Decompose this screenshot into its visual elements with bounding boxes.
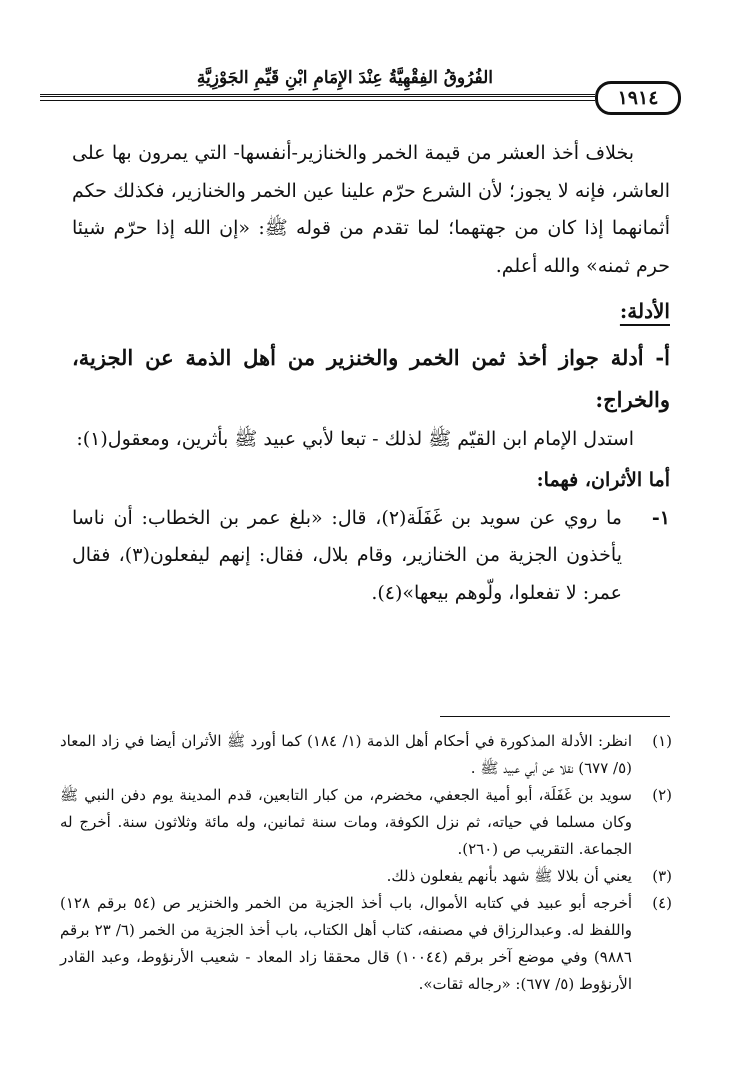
athar-heading: أما الأثران، فهما:: [536, 469, 670, 491]
list-item-number: ١-: [651, 506, 670, 529]
footnote: [60, 728, 672, 782]
paragraph: بخلاف أخذ العشر من قيمة الخمر والخنازير-أنفسها- التي يمرون بها على العاشر، فإنه لا يجوز؛ لأن الشرع حرّم علينا عين الخمر والخنازير، فكذلك حكم أثمانهما إذا كان من جهتهما؛ لما تقدم من قوله ﷺ: «إن الله إذا حرّم شيئا حرم ثمنه» والله أعلم.: [72, 142, 670, 277]
subheading: أ- أدلة جواز أخذ ثمن الخمر والخنزير من أهل الذمة عن الجزية، والخراج:: [72, 344, 670, 412]
footnotes: [60, 728, 672, 998]
footnote-number: (٣): [652, 867, 672, 885]
header-rule-thin: [40, 100, 595, 101]
header-rule: [40, 94, 595, 97]
footnote: [60, 890, 672, 998]
section-heading-label: الأدلة:: [619, 299, 670, 323]
footnote-number: (١): [652, 732, 672, 750]
list-item: [72, 500, 670, 613]
page-number: ١٩١٤: [595, 81, 681, 115]
footnote-text: سويد بن غَفَلَة، أبو أمية الجعفي، مخضرم، من كبار التابعين، قدم المدينة يوم دفن النبي ﷺ وكان مسلما في حياته، ثم نزل الكوفة، ومات سنة ثمانين، وله مائة وثلاثون سنة. أخرج له الجماعة. التقريب ص (٢٦٠).: [60, 786, 632, 858]
paragraph: استدل الإمام ابن القيّم ﷺ لذلك - تبعا لأبي عبيد ﷺ بأثرين، ومعقول(١):: [76, 427, 634, 450]
footnote-number: (٤): [652, 894, 672, 912]
footnote-separator: [440, 716, 670, 717]
book-title: الفُرُوقُ الفِقْهِيَّةُ عِنْدَ الإِمَامِ ابْنِ قَيِّمِ الجَوْزِيَّةِ: [196, 68, 493, 88]
footnote-text: انظر: الأدلة المذكورة في أحكام أهل الذمة (١/ ١٨٤) كما أورد ﷺ الأثران أيضا في زاد المعاد (٥/ ٦٧٧) نقلا عن أبي عبيد ﷺ .: [60, 732, 632, 777]
footnote-text: أخرجه أبو عبيد في كتابه الأموال، باب أخذ الجزية من الخمر والخنزير ص (٥٤ برقم ١٢٨) واللفظ له. وعبدالرزاق في مصنفه، كتاب أهل الكتاب، باب أخذ الجزية من الخمر (٦/ ٢٣ برقم ٩٨٨٦) وفي موضع آخر برقم (١٠٠٤٤) قال محققا زاد المعاد - شعيب الأرنؤوط، وعبد القادر الأرنؤوط (٥/ ٦٧٧): «رجاله ثقات».: [60, 894, 633, 993]
footnote: [60, 863, 672, 890]
section-heading: [72, 293, 670, 331]
footnote: [60, 782, 672, 863]
running-header: [40, 68, 668, 112]
footnote-text: يعني أن بلالا ﷺ شهد بأنهم يفعلون ذلك.: [386, 867, 632, 885]
list-item-text: ما روي عن سويد بن غَفَلَة(٢)، قال: «بلغ عمر بن الخطاب: أن ناسا يأخذون الجزية من الخنازير، وقام بلال، فقال: إنهم ليفعلون(٣)، فقال عمر: لا تفعلوا، ولّوهم بيعها»(٤).: [72, 506, 622, 604]
footnote-number: (٢): [652, 786, 672, 804]
main-text: [72, 135, 670, 612]
